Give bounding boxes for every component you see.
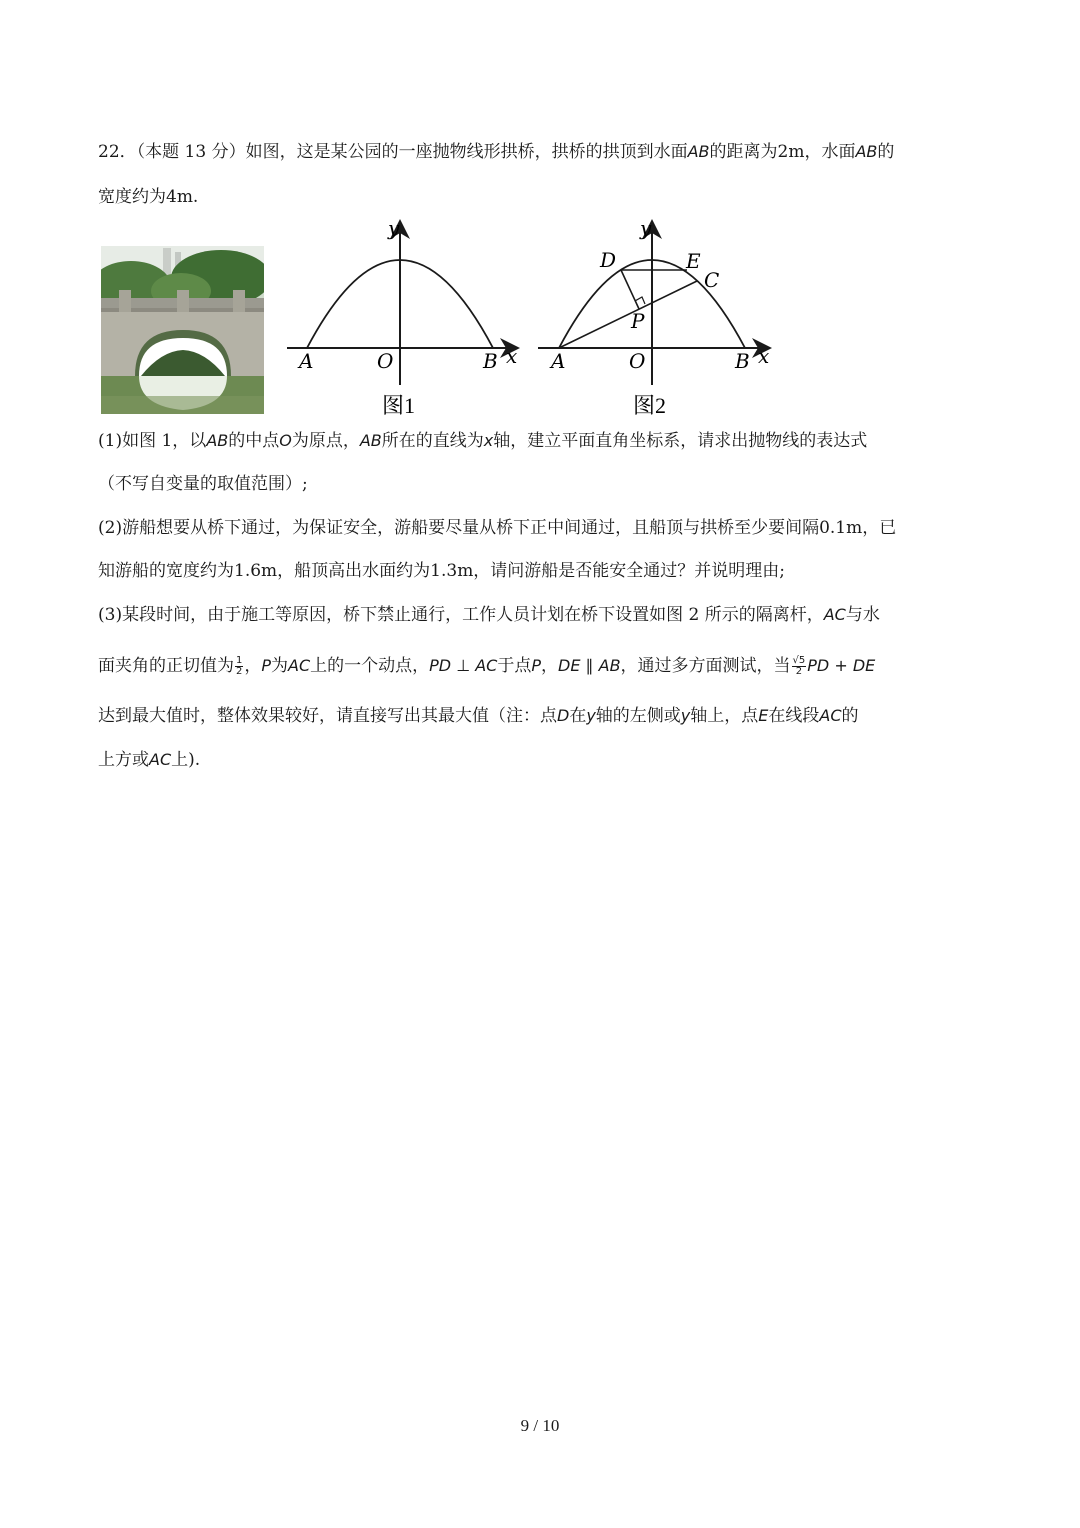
point-A: A	[299, 349, 314, 373]
figure-2	[534, 215, 774, 424]
point-P: P	[631, 309, 645, 333]
point-B: B	[483, 349, 498, 373]
point-A: A	[551, 349, 566, 373]
q3-line2: 面夹角的正切值为 $\frac{1}{2}$ ，P为AC上的一个动点，PD ⊥ AC于点P，DE ∥ AB，通过多方面测试，当 $\frac{√5}{2}$ PD + DE	[98, 655, 876, 677]
y-label: y	[640, 216, 652, 240]
bridge-photo	[101, 246, 264, 414]
q1-line1: (1)如图 1，以AB的中点O为原点，AB所在的直线为x轴，建立平面直角坐标系，请求出抛物线的表达式	[98, 431, 868, 451]
point-O: O	[377, 349, 394, 373]
q2-line2: 知游船的宽度约为1.6m，船顶高出水面约为1.3m，请问游船是否能安全通过？并说明理由;	[98, 561, 786, 581]
figure-1-caption: 图1	[382, 393, 416, 418]
fraction-sqrt5-over-2: $\frac{√5}{2}$	[792, 655, 806, 677]
q3-line1: (3)某段时间，由于施工等原因，桥下禁止通行，工作人员计划在桥下设置如图 2 所示的隔离杆，AC与水	[98, 605, 880, 625]
problem-intro-line1: 22．（本题 13 分）如图，这是某公园的一座抛物线形拱桥，拱桥的拱顶到水面AB的距离为2m，水面AB的	[98, 142, 895, 162]
fraction-one-half: $\frac{1}{2}$	[236, 655, 243, 677]
point-D: D	[600, 248, 617, 272]
point-O: O	[629, 349, 646, 373]
y-label: y	[388, 216, 400, 240]
point-C: C	[704, 268, 720, 292]
x-label: x	[506, 344, 518, 368]
x-label: x	[758, 344, 770, 368]
figure-2-caption: 图2	[633, 393, 667, 418]
q3-line3: 达到最大值时，整体效果较好，请直接写出其最大值（注：点D在y轴的左侧或y轴上，点E在线段AC的	[98, 706, 859, 726]
point-E: E	[686, 249, 701, 273]
page-number: 9 / 10	[520, 1416, 560, 1435]
q1-line2: （不写自变量的取值范围）;	[98, 474, 308, 494]
problem-intro-line2: 宽度约为4m.	[98, 187, 199, 207]
problem-number: 22	[98, 142, 120, 162]
segment-PD	[621, 270, 639, 309]
point-B: B	[735, 349, 750, 373]
q2-line1: (2)游船想要从桥下通过，为保证安全，游船要尽量从桥下正中间通过，且船顶与拱桥至少要间隔0.1m，已	[98, 518, 897, 538]
figure-1	[283, 215, 523, 424]
q3-line4: 上方或AC上).	[98, 750, 201, 770]
